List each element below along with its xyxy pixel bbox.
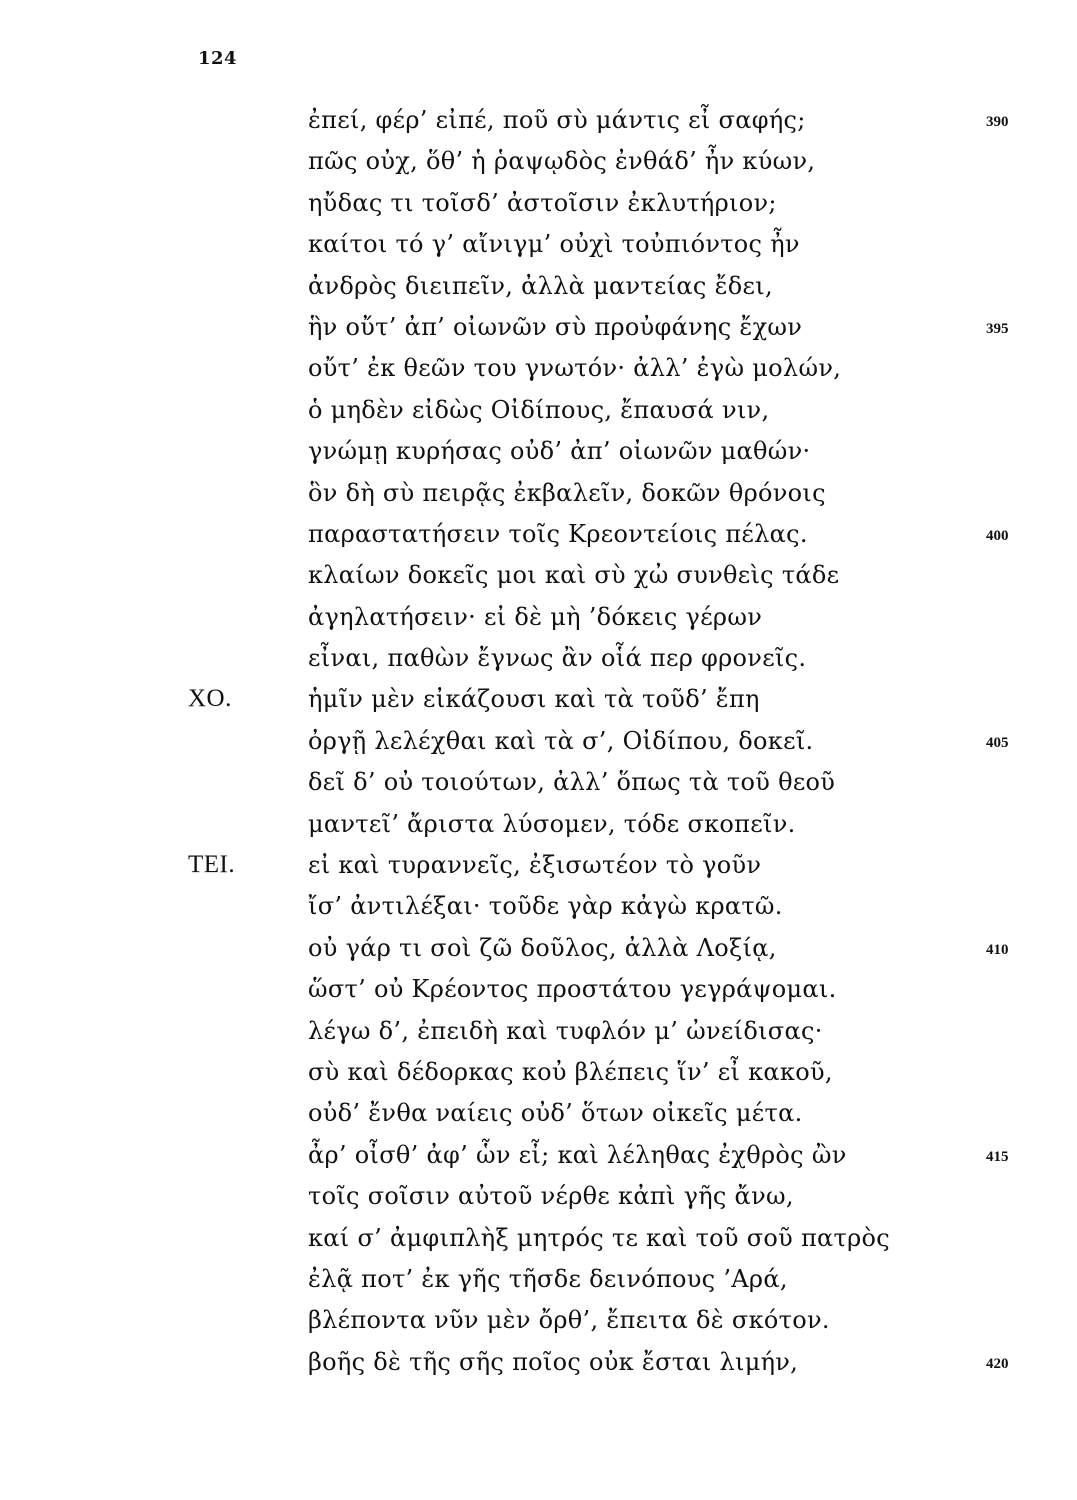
verse-line [0,475,1077,516]
verse-text: ἀγηλατήσειν· εἰ δὲ μὴ ’δόκεις γέρων [308,602,763,631]
verse-line [0,764,1077,805]
verse-text: ὀργῇ λελέχθαι καὶ τὰ σ’, Οἰδίπου, δοκεῖ. [308,726,814,755]
verse-line [0,392,1077,433]
verse-line [0,143,1077,184]
verse-line [0,1344,1077,1385]
verse-line [0,1095,1077,1136]
line-number: 420 [986,1355,1009,1372]
verse-text: καί σ’ ἀμφιπλὴξ μητρός τε καὶ τοῦ σοῦ πατρὸς [308,1223,891,1252]
verse-text: τοῖς σοῖσιν αὐτοῦ νέρθε κἀπὶ γῆς ἄνω, [308,1182,794,1211]
line-number: 400 [986,527,1009,544]
verse-text: ἐλᾷ ποτ’ ἐκ γῆς τῆσδε δεινόπους ’Αρά, [308,1264,788,1293]
verse-line [0,723,1077,764]
verse-line [0,806,1077,847]
line-number: 405 [986,734,1009,751]
verse-line [0,930,1077,971]
verse-line [0,1137,1077,1178]
verse-text: πῶς οὐχ, ὅθ’ ἡ ῥαψῳδὸς ἐνθάδ’ ἦν κύων, [308,147,816,176]
verse-line [0,516,1077,557]
verse-line [0,971,1077,1012]
verse-text: ἡμῖν μὲν εἰκάζουσι καὶ τὰ τοῦδ’ ἔπη [308,685,760,714]
line-number: 395 [986,320,1009,337]
verse-line [0,1013,1077,1054]
verse-line [0,681,1077,722]
verse-line [0,268,1077,309]
speaker-label: ΤΕΙ. [188,851,236,879]
verse-text: παραστατήσειν τοῖς Κρεοντείοις πέλας. [308,519,808,548]
verse-text: γνώμῃ κυρήσας οὐδ’ ἀπ’ οἰωνῶν μαθών· [308,437,811,466]
verse-text: σὺ καὶ δέδορκας κοὐ βλέπεις ἵν’ εἶ κακοῦ, [308,1057,833,1086]
verse-text: ὃν δὴ σὺ πειρᾷς ἐκβαλεῖν, δοκῶν θρόνοις [308,478,826,507]
verse-line [0,1178,1077,1219]
verse-text: ὥστ’ οὐ Κρέοντος προστάτου γεγράψομαι. [308,975,837,1004]
verse-line [0,1261,1077,1302]
verse-text: δεῖ δ’ οὐ τοιούτων, ἀλλ’ ὅπως τὰ τοῦ θεοῦ [308,768,836,797]
verse-line [0,888,1077,929]
verse-text: ἀνδρὸς διειπεῖν, ἀλλὰ μαντείας ἔδει, [308,271,773,300]
verse-line [0,185,1077,226]
verse-line [0,640,1077,681]
verse-line [0,1302,1077,1343]
verse-line [0,557,1077,598]
verse-block [0,102,1077,1385]
verse-text: ἣν οὔτ’ ἀπ’ οἰωνῶν σὺ προὐφάνης ἔχων [308,312,803,341]
verse-line [0,1054,1077,1095]
verse-line [0,102,1077,143]
page-number: 124 [198,48,238,69]
verse-line [0,309,1077,350]
verse-text: εἶναι, παθὼν ἔγνως ἂν οἷά περ φρονεῖς. [308,644,807,673]
verse-line [0,1220,1077,1261]
verse-text: οὔτ’ ἐκ θεῶν του γνωτόν· ἀλλ’ ἐγὼ μολών, [308,354,842,383]
verse-text: ὁ μηδὲν εἰδὼς Οἰδίπους, ἔπαυσά νιν, [308,395,770,424]
verse-text: βοῆς δὲ τῆς σῆς ποῖος οὐκ ἔσται λιμήν, [308,1347,799,1376]
verse-line [0,433,1077,474]
verse-line [0,226,1077,267]
verse-text: καίτοι τό γ’ αἴνιγμ’ οὐχὶ τοὐπιόντος ἦν [308,230,800,259]
verse-line [0,350,1077,391]
verse-text: μαντεῖ’ ἄριστα λύσομεν, τόδε σκοπεῖν. [308,809,796,838]
verse-line [0,847,1077,888]
verse-text: οὐ γάρ τι σοὶ ζῶ δοῦλος, ἀλλὰ Λοξίᾳ, [308,933,777,962]
verse-text: βλέποντα νῦν μὲν ὄρθ’, ἔπειτα δὲ σκότον. [308,1306,830,1335]
verse-text: ἆρ’ οἶσθ’ ἀφ’ ὧν εἶ; καὶ λέληθας ἐχθρὸς ὢν [308,1140,847,1169]
verse-text: ηὔδας τι τοῖσδ’ ἀστοῖσιν ἐκλυτήριον; [308,188,777,217]
line-number: 415 [986,1148,1009,1165]
verse-text: ἐπεί, φέρ’ εἰπέ, ποῦ σὺ μάντις εἶ σαφής; [308,106,806,134]
verse-text: κλαίων δοκεῖς μοι καὶ σὺ χὠ συνθεὶς τάδε [308,561,840,590]
verse-text: οὐδ’ ἔνθα ναίεις οὐδ’ ὅτων οἰκεῖς μέτα. [308,1099,803,1128]
verse-text: εἰ καὶ τυραννεῖς, ἐξισωτέον τὸ γοῦν [308,851,762,880]
verse-text: λέγω δ’, ἐπειδὴ καὶ τυφλόν μ’ ὠνείδισας· [308,1016,823,1045]
line-number: 390 [986,114,1009,130]
speaker-label: ΧΟ. [188,685,232,713]
line-number: 410 [986,941,1009,958]
verse-line [0,599,1077,640]
verse-text: ἴσ’ ἀντιλέξαι· τοῦδε γὰρ κἀγὼ κρατῶ. [308,892,783,921]
